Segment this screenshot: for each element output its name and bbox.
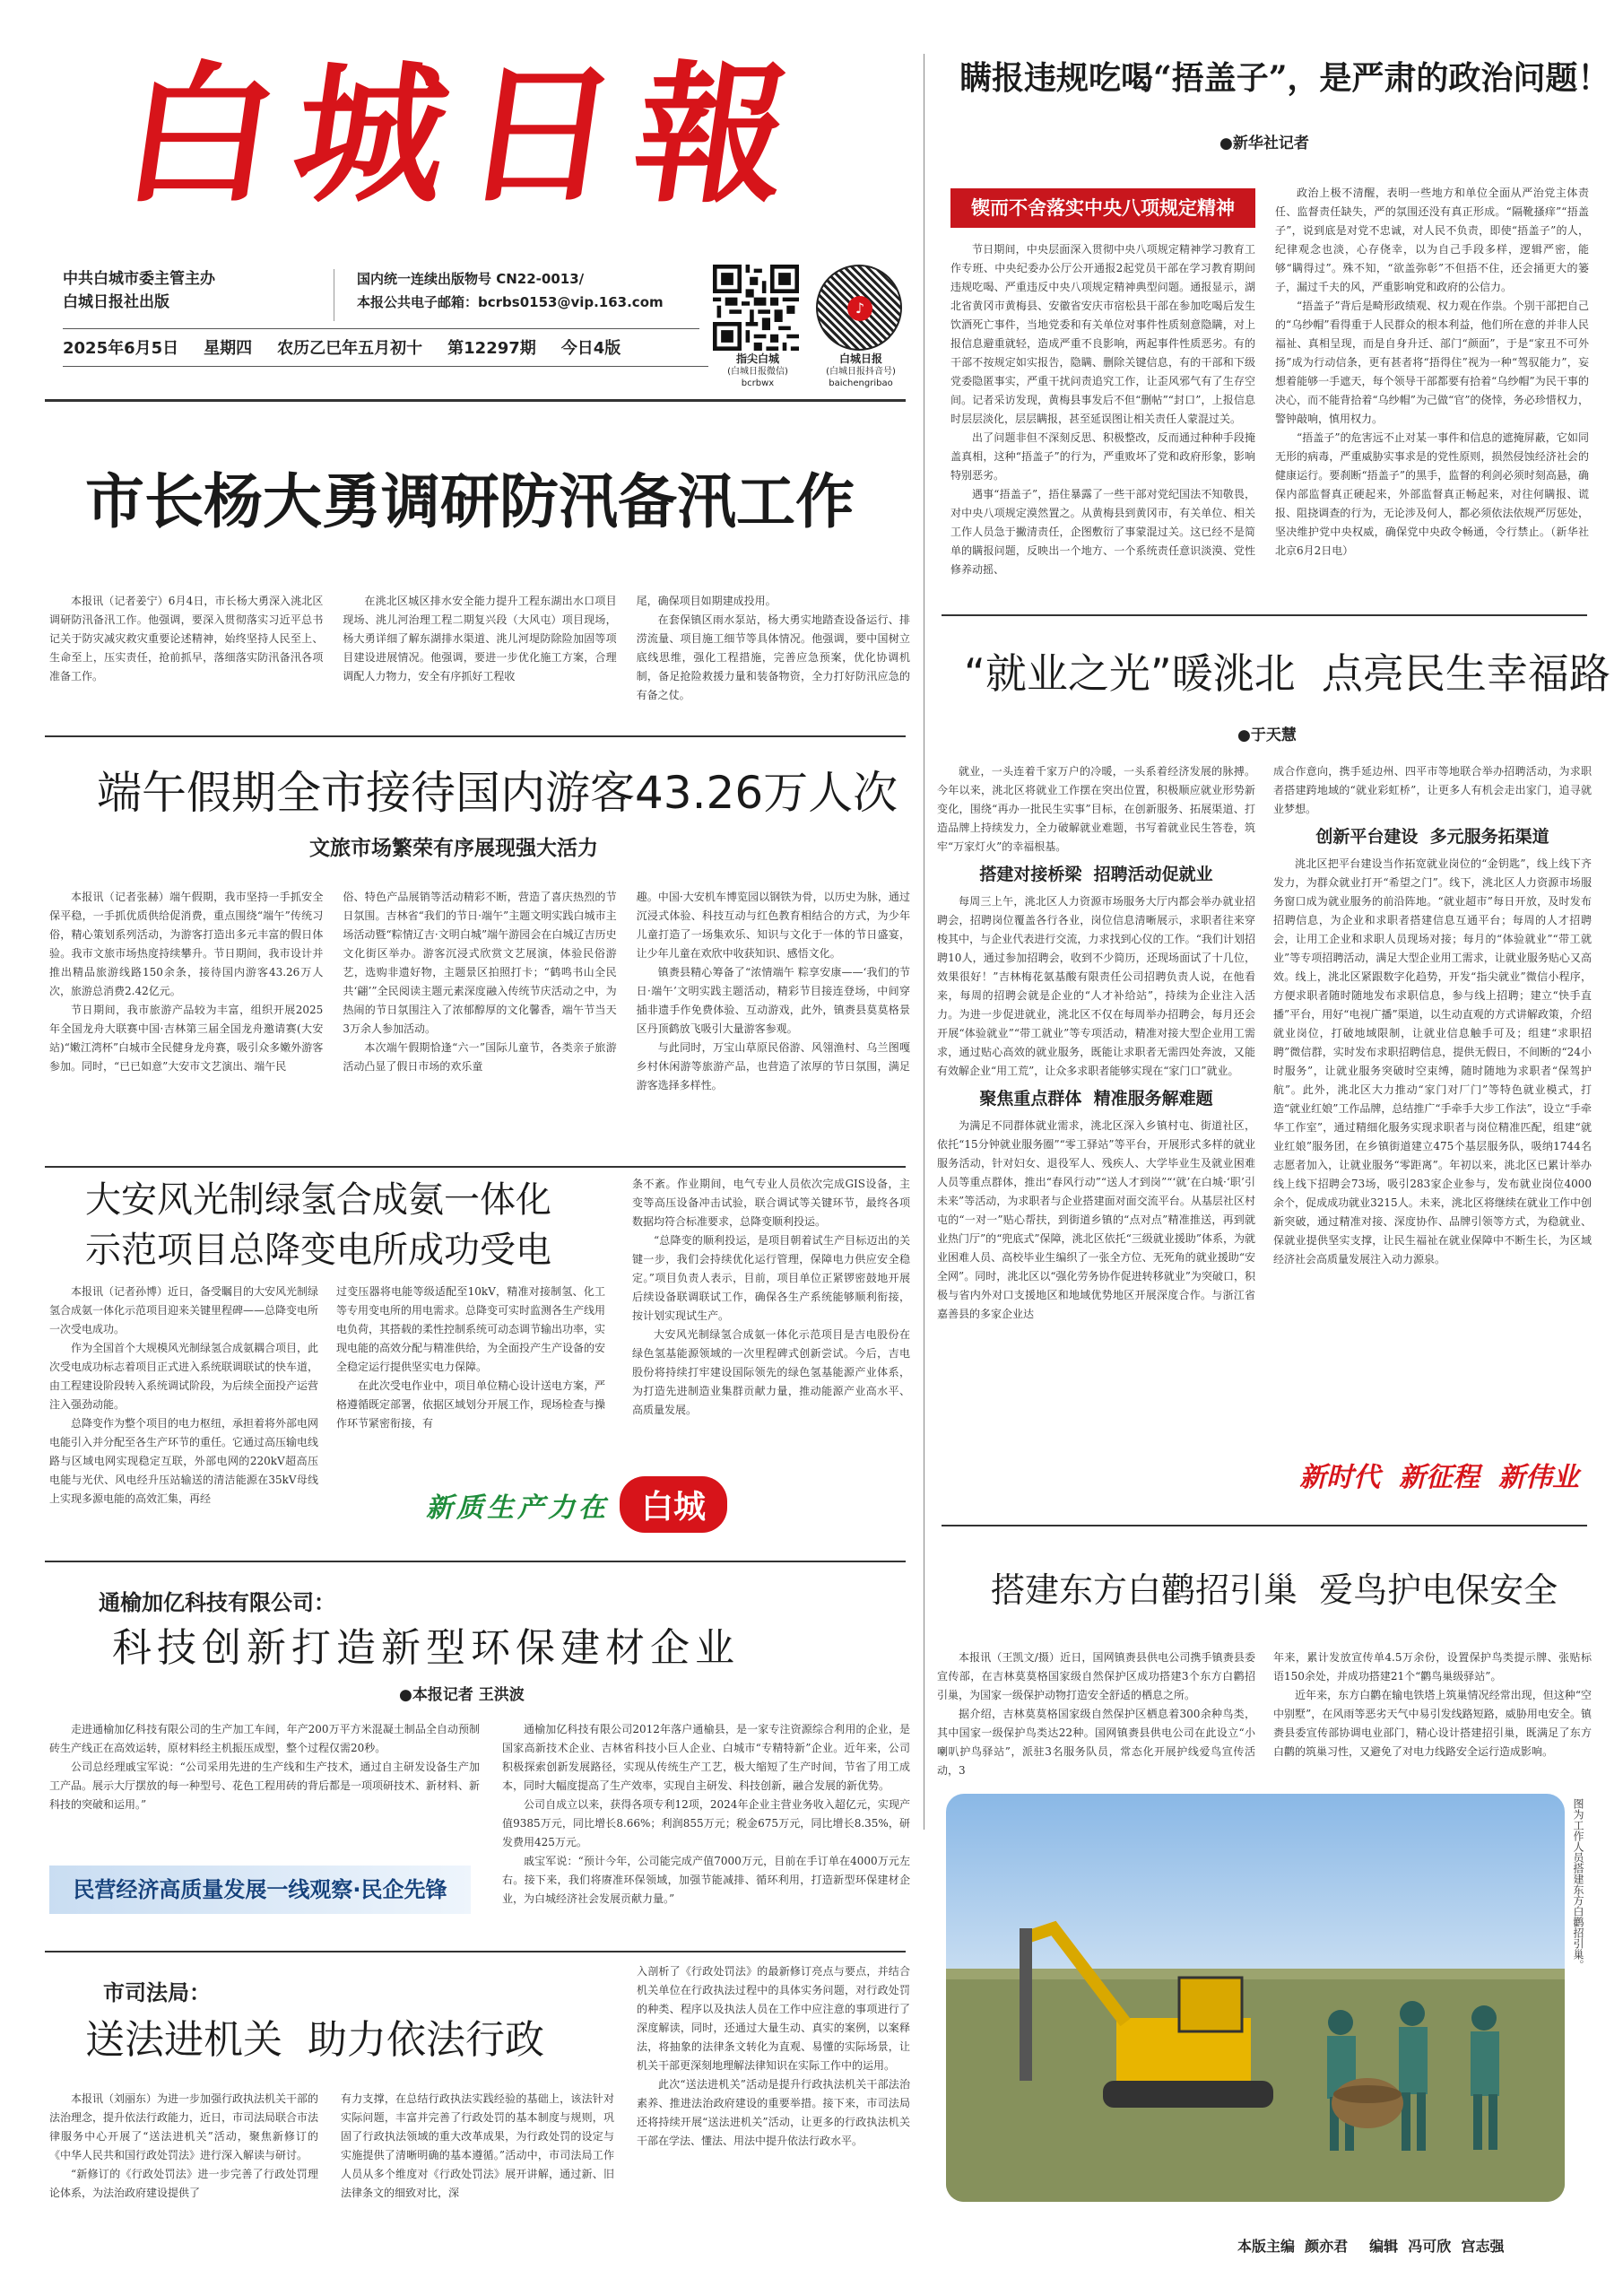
public-email: 本报公共电子邮箱：bcrbs0153@vip.163.com bbox=[357, 294, 664, 310]
cover-up-para-3: 遇事“捂盖子”，捂住暴露了一些干部对党纪国法不知敬畏，对中央八项规定漠然置之。从黄梅县到黄冈市，有关单位、相关工作人员急于撇清责任，企图敷衍了事蒙混过关。这已经不是简单的瞒报问题，反映出一个地方、一个系统责任意识淡漠、党性修养动摇、 bbox=[950, 488, 1255, 576]
new-quality-banner bbox=[426, 1471, 910, 1538]
jobs-section-2-title: 聚焦重点群体 精准服务解难题 bbox=[979, 1089, 1213, 1109]
law-col-3 bbox=[637, 1962, 910, 2260]
new-era-slogan: 新时代 新征程 新伟业 bbox=[1299, 1462, 1579, 1493]
issue-lunar-date: 农历乙巳年五月初十 bbox=[277, 339, 423, 358]
cover-up-para-1: 节日期间，中央层面深入贯彻中央八项规定精神学习教育工作专班、中央纪委办公厅公开通报2起党员干部在学习教育期间违规吃喝、严重违反中央八项规定精神典型问题。通报显示，湖北省黄冈市黄梅县、安徽省安庆市宿松县干部在参加吃喝后发生饮酒死亡事件，当地党委和有关单位对事件性质刻意隐瞒，对上报信息避重就轻，造成严重不良影响，两起事件性质恶劣。有的干部不按规定如实报告，隐瞒、删除关键信息，有的干部和下级党委隐匿事实，严重干扰问责追究工作，让歪风邪气有了生存空间。记者采访发现，黄梅县事发后不但“删帖”“封口”，上报信息时层层淡化，层层瞒报，甚至延误图让相关责任人蒙混过关。 bbox=[950, 243, 1255, 425]
jobs-section-2-body: 为满足不同群体就业需求，洮北区深入乡镇村屯、街道社区，依托“15分钟就业服务圈”“零工驿站”等平台，开展形式多样的就业服务活动，针对妇女、退役军人、残疾人、大学毕业生及就业困难人员等重点群体，推出“春风行动”“送人才到岗”“‘就’在白城·‘职’引未来”等活动，为求职者与企业搭建面对面交流平台。从基层社区村屯的“一对一”贴心帮扶，到街道乡镇的“点对点”精准推送，再到就业热门厅”的“兜底式”保障，洮北区依托“三级就业援助”体系，为就业困难人员、高校毕业生编织了一张全方位、无死角的就业援助“安全网”。同时，洮北区以“强化劳务协作促进转移就业”为突破口，积极与省内外对口支援地区和地域优势地区开展深度合作。与浙江省嘉善县的多家企业达 bbox=[937, 1119, 1255, 1320]
masthead-rule-top bbox=[63, 328, 699, 329]
tongyu-headline: 科技创新打造新型环保建材企业 bbox=[112, 1625, 740, 1671]
tourism-body bbox=[49, 888, 910, 1161]
law-headline: 送法进机关 助力依法行政 bbox=[85, 2017, 544, 2063]
divider-above-tongyu bbox=[45, 1561, 906, 1562]
law-para-1: 本报讯（刘丽东）为进一步加强行政执法机关干部的法治理念，提升依法行政能力，近日，市司法局联合市法律服务中心开展了“送法进机关”活动，聚焦新修订的《中华人民共和国行政处罚法》进行深入解读与研讨。 bbox=[49, 2092, 318, 2161]
tourism-subtitle: 文旅市场繁荣有序展现强大活力 bbox=[309, 836, 598, 860]
douyin-qr-subcaption: (白城日报抖音号) bbox=[826, 367, 896, 377]
tongyu-byline: ●本报记者 王洪波 bbox=[399, 1686, 525, 1704]
tourism-para-3: 俗、特色产品展销等活动精彩不断，营造了喜庆热烈的节日氛围。吉林省“我们的节日·端午”主题文明实践白城市主场活动暨“粽情辽吉·文明白城”端午游园会在白城辽吉历史文化街区举办。游客沉浸式欣赏文艺展演，体验民俗游艺，选购非遗好物，主题景区拍照打卡；“鹤鸣书山全民共‘翩’”全民阅读主题元素深度融入传统节庆活动之中，为热闹的节日氛围注入了浓郁醇厚的文化馨香，端午节当天3万余人参加活动。 bbox=[343, 891, 617, 1035]
tongyu-para-1: 走进通榆加亿科技有限公司的生产加工车间，年产200万平方米混凝土制品全自动预制砖生产线正在高效运转，原材料经主机振压成型，整个过程仅需20秒。 bbox=[49, 1723, 480, 1754]
divider-above-crane bbox=[942, 1525, 1587, 1526]
mayor-body bbox=[49, 592, 910, 709]
cover-up-title: 瞒报违规吃喝“捂盖子”，是严肃的政治问题！ bbox=[959, 59, 1610, 97]
issue-number: 第12297期 bbox=[447, 339, 536, 358]
hydrogen-title-line-1: 大安风光制绿氢合成氨一体化 bbox=[85, 1179, 551, 1221]
hydrogen-para-4: 过变压器将电能等级适配至10kV，精准对接制氢、化工等专用变电所的用电需求。总降变可实时监测各生产线用电负荷，其搭载的柔性控制系统可动态调节输出功率，实现电能的高效分配与精准供给，为全面投产生产设备的安全稳定运行提供坚实电力保障。 bbox=[336, 1285, 605, 1373]
douyin-qr-code bbox=[816, 265, 902, 351]
jobs-headline: “就业之光”暖洮北 点亮民生幸福路 bbox=[964, 649, 1610, 698]
douyin-logo-icon: ♪ bbox=[847, 296, 872, 321]
masthead-sponsor-box bbox=[63, 267, 323, 321]
tongyu-para-3: 通榆加亿科技有限公司2012年落户通榆县，是一家专注资源综合利用的企业，是国家高新技术企业、吉林省科技小巨人企业、白城市“专精特新”企业。近年来，公司积极探索创新发展路径，实现从传统生产工艺，极大缩短了生产时间，节省了用工成本，同时大幅度提高了生产效率，实现自主研发、科技创新，融合发展的新优势。 bbox=[502, 1723, 910, 1792]
masthead-publication-info bbox=[357, 267, 698, 314]
tourism-headline: 端午假期全市接待国内游客43.26万人次 bbox=[97, 767, 898, 819]
hydrogen-para-1: 本报讯（记者孙博）近日，备受瞩目的大安风光制绿氢合成氨一体化示范项目迎来关键里程碑——总降变电所一次受电成功。 bbox=[49, 1285, 318, 1335]
law-para-2: “新修订的《行政处罚法》进一步完善了行政处罚理论体系，为法治政府建设提供了 bbox=[49, 2168, 318, 2199]
mayor-col-3-para-2: 在套保镇区雨水泵站，杨大勇实地踏查设备运行、排涝流量、项目施工细节等具体情况。他强调，要中国树立底线思维，强化工程措施，完善应急预案，优化协调机制，备足抢险救援力量和装备物资，全力打好防汛应急的有备之仗。 bbox=[636, 613, 910, 701]
jobs-section-3-body: 洮北区把平台建设当作拓宽就业岗位的“金钥匙”，线上线下齐发力，为群众就业打开“希望之门”。线下，洮北区人力资源市场服务窗口成为就业服务的前沿阵地。“就业超市”每日开放，及时发布招聘信息，为企业和求职者搭建信息互通平台；每周的人才招聘会，让用工企业和求职人员现场对接；每月的“体验就业”“带工就业”等专项招聘活动，满足大型企业用工需求，让就业服务贴心又高效。线上，洮北区紧跟数字化趋势，开发“指尖就业”微信小程序，方便求职者随时随地发布求职信息，参与线上招聘；建立“快手直播”平台，用好“电视广播”渠道，以生动直观的方式讲解政策，介绍就业岗位，打破地域限制，让就业信息触手可及；组建“求职招聘”微信群，实时发布求职招聘信息，提供无假日，不间断的“24小时服务”，让就业服务突破时空束缚，随时随地为求职者“保驾护航”。此外，洮北区大力推动“家门对厂门”等特色就业模式，打造“就业红娘”工作品牌，总结推广“手牵手大步工作法”，设立“手牵华工作室”，通过精细化服务实现求职者与岗位精准匹配，组建“就业红娘”服务团，在乡镇街道建立475个基层服务队，吸纳1744名志愿者加入，让就业服务“零距离”。年初以来，洮北区已累计举办线上线下招聘会73场，吸引283家企业参与，发布就业岗位4000余个，促成成功就业3215人。未来，洮北区将继续在就业工作中创新突破，通过精准对接、深度协作、品牌引领等方式，为稳就业、保就业提供坚实支撑，让民生福祉在就业保障中不断生长，为区域经济社会高质量发展注入动力源泉。 bbox=[1273, 857, 1592, 1265]
new-quality-banner-logo: 白城 bbox=[620, 1476, 727, 1533]
hydrogen-col-1 bbox=[49, 1283, 318, 1543]
cn-number: 国内统一连续出版物号 CN22-0013/ bbox=[357, 271, 585, 287]
masthead-logo bbox=[113, 46, 825, 223]
hydrogen-headline bbox=[85, 1175, 587, 1275]
tourism-para-7: 与此同时，万宝山草原民俗游、风翎渔村、乌兰图嘎乡村休闲游等旅游产品，也营造了浓厚的节日氛围，满足游客选择多样性。 bbox=[636, 1041, 910, 1091]
law-para-5: 此次“送法进机关”活动是提升行政执法机关干部法治素养、推进法治政府建设的重要举措。接下来，市司法局还将持续开展“送法进机关”活动，让更多的行政执法机关干部在学法、懂法、用法中提升依法行政水平。 bbox=[637, 2078, 910, 2147]
cover-up-byline: ●新华社记者 bbox=[1219, 135, 1309, 152]
footer-layout-editors: 编辑 冯可欣 宫志强 bbox=[1369, 2238, 1505, 2255]
tongyu-col-1 bbox=[49, 1720, 480, 1855]
tongyu-kicker: 通榆加亿科技有限公司： bbox=[99, 1589, 335, 1615]
tongyu-para-5: 戚宝军说：“预计今年，公司能完成产值7000万元，目前在手订单在4000万元左右。接下来，我们将赓准环保领域，加强节能减排、循环利用，打造新型环保建材企业，为白城经济社会发展贡献力量。” bbox=[502, 1855, 910, 1905]
crane-photo-caption: 图为工作人员搭建东方白鹳招引巢。 bbox=[1572, 1798, 1584, 1970]
sponsor-line-1: 中共白城市委主管主办 bbox=[63, 270, 215, 288]
hydrogen-para-8: 大安风光制绿氢合成氨一体化示范项目是吉电股份在绿色氢基能源领域的一次里程碑式创新尝试。今后，吉电股份将持续打牢建设国际领先的绿色氢基能源产业体系，为打造先进制造业集群贡献力量，推动能源产业高水平、高质量发展。 bbox=[632, 1328, 910, 1416]
law-para-4: 入剖析了《行政处罚法》的最新修订亮点与要点，并结合机关单位在行政执法过程中的具体实务问题，对行政处罚的种类、程序以及执法人员在工作中应注意的事项进行了深度解读，同时，还通过大量生动、真实的案例，以案释法，将抽象的法律条文转化为直观、易懂的实际场景，让机关干部更深刻地理解法律知识在实际工作中的运用。 bbox=[637, 1965, 910, 2072]
tourism-col-1 bbox=[49, 888, 323, 1161]
mayor-col-3 bbox=[637, 592, 910, 709]
page-footer bbox=[1237, 2233, 1596, 2260]
hydrogen-para-6: 条不紊。作业期间，电气专业人员依次完成GIS设备，主变等高压设备冲击试验，联合调试等关键环节，最终各项数据均符合标准要求，总降变顺利投运。 bbox=[632, 1178, 910, 1228]
issue-weekday: 星期四 bbox=[204, 339, 253, 358]
hydrogen-para-5: 在此次受电作业中，项目单位精心设计送电方案，严格遵循既定部署，依据区域划分开展工作，现场检查与操作环节紧密衔接，有 bbox=[336, 1379, 605, 1430]
tourism-para-2: 节日期间，我市旅游产品较为丰富，组织开展2025年全国龙舟大联赛中国·吉林第三届全国龙舟邀请赛(大安站)“嫩江湾杯”白城市全民健身龙舟赛，吸引众多嫩外游客参加。同时，“已已如意”大安市文艺演出、端午民 bbox=[49, 1004, 324, 1073]
issue-page-count: 今日4版 bbox=[560, 339, 621, 358]
sponsor-line-2: 白城日报社出版 bbox=[63, 293, 169, 311]
hydrogen-para-7: “总降变的顺利投运，是项目朝着试生产目标迈出的关键一步，我们会持续优化运行管理，保障电力供应安全稳定。”项目负责人表示，目前，项目单位正紧锣密鼓地开展后续设备联调联试工作，确保各生产系统能够顺利衔接，按计划实现试生产。 bbox=[632, 1234, 910, 1322]
tourism-para-5: 趣。中国·大安机车博览园以钢铁为骨，以历史为脉，通过沉浸式体验、科技互动与红色教育相结合的方式，为少年儿童打造了一场集欢乐、知识与文化于一体的节日盛宴，让少年儿童在欢欣中收获知识、感悟文化。 bbox=[636, 891, 910, 960]
hydrogen-para-2: 作为全国首个大规模风光制绿氢合成氨耦合项目，此次受电成功标志着项目正式进入系统联调联试的快车道，由工程建设阶段转入系统调试阶段，为后续全面投产运营注入强劲动能。 bbox=[49, 1342, 318, 1411]
hydrogen-col-2 bbox=[336, 1283, 605, 1457]
date-bar bbox=[63, 335, 708, 363]
divider-above-law bbox=[45, 1951, 906, 1952]
discipline-tag: 锲而不舍落实中央八项规定精神 bbox=[950, 188, 1255, 228]
mayor-col-3-para-1: 尾，确保项目如期建成投用。 bbox=[636, 595, 777, 607]
tourism-col-2 bbox=[343, 888, 616, 1161]
douyin-qr-id: baichengribao bbox=[829, 378, 893, 388]
wechat-qr-subcaption: (白城日报微信) bbox=[727, 367, 788, 377]
divider-above-mayor bbox=[45, 399, 906, 402]
mayor-headline: 市长杨大勇调研防汛备汛工作 bbox=[85, 467, 855, 536]
crane-photo-illustration bbox=[946, 1794, 1565, 2202]
tourism-col-3 bbox=[637, 888, 910, 1161]
crane-para-4: 近年来，东方白鹳在输电铁塔上筑巢情况经常出现，但这种“空中别墅”，在风雨等恶劣天气中易引发线路短路，威胁用电安全。镇赉县委宣传部协调电业部门，精心设计搭建招引巢，既满足了东方白鹳的筑巢习性，又避免了对电力线路安全运行造成影响。 bbox=[1273, 1689, 1592, 1758]
jobs-section-1-body: 每周三上午，洮北区人力资源市场服务大厅内都会举办就业招聘会，招聘岗位覆盖各行各业，岗位信息清晰展示，求职者往来穿梭其中，与企业代表进行交流，力求找到心仪的工作。“我们计划招聘10人，通过参加招聘会，收到不少简历，还现场面试了十几位，效果很好！”吉林梅花氨基酸有限责任公司招聘负责人说，在他看来，每周的招聘会就是企业的“人才补给站”，持续为企业注入活力。为进一步促进就业，洮北区不仅在每周举办招聘会，每月还会开展“体验就业”“带工就业”等专项活动，精准对接大型企业用工需求，通过贴心高效的就业服务，既能让求职者无需四处奔波，又能有效解企业“用工荒”，让众多求职者能够实现在“家门口”就业。 bbox=[937, 895, 1255, 1077]
law-para-3: 有力支撑，在总结行政执法实践经验的基础上，该法针对实际问题，丰富并完善了行政处罚的基本制度与规则，巩固了行政执法领域的重大改革成果，为行政处罚的设定与实施提供了清晰明确的基本遵循。”活动中，市司法局工作人员从多个维度对《行政处罚法》展开讲解，通过新、旧法律条文的细致对比，深 bbox=[341, 2092, 614, 2199]
wechat-qr-caption: 指尖白城 bbox=[735, 352, 779, 365]
douyin-qr-caption: 白城日报 bbox=[838, 352, 882, 365]
divider-above-hydrogen bbox=[45, 1166, 906, 1168]
mayor-col-2: 在洮北区城区排水安全能力提升工程东湖出水口项目现场、洮儿河治理工程二期复兴段（大风屯）项目现场，杨大勇详细了解东湖排水渠道、洮儿河堤防除险加固等项目建设进展情况。他强调，要进一步优化施工方案，合理调配人力物力，安全有序抓好工程收 bbox=[343, 595, 617, 683]
wechat-qr-block bbox=[713, 265, 803, 389]
wechat-qr-id: bcrbwx bbox=[741, 378, 775, 388]
jobs-col-2 bbox=[1273, 762, 1592, 1453]
tourism-para-4: 本次端午假期恰逢“六一”国际儿童节，各类亲子旅游活动凸显了假日市场的欢乐童 bbox=[343, 1041, 617, 1073]
jobs-section-3-lead: 成合作意向，携手延边州、四平市等地联合举办招聘活动，为求职者搭建跨地域的“就业彩虹桥”，让更多人有机会走出家门，追寻就业梦想。 bbox=[1273, 765, 1592, 815]
cover-up-para-6: “捂盖子”的危害远不止对某一事件和信息的遮掩屏蔽，它如同无形的病毒，严重威胁实事求是的党性原则，损然侵蚀经济社会的健康运行。要刹断“捂盖子”的黑手，监督的利剑必须时刻高悬，确保内部监督真正硬起来，外部监督真正畅起来，对往何瞒报、谎报、阻挠调查的行为，无论涉及何人，都必须依法依规严厉惩处，坚决维护党中央权威，确保党中央政令畅通，令行禁止。（新华社北京6月2日电） bbox=[1275, 431, 1589, 557]
cover-up-para-5: “捂盖子”背后是畸形政绩观、权力观在作祟。个别干部把自己的“乌纱帽”看得重于人民群众的根本利益，他们所在意的并非人民福祉、真相呈现，而是自身升迁、部门“颜面”，于是“家丑不可外扬”成为行动信条，更有甚者将“捂得住”视为一种“驾驭能力”，妄想着能够一手遮天，每个领导干部都要有拾着“乌纱帽”为民干事的决心，而不能背拾着“乌纱帽”为己做“官”的侥悻，务必珍惜权力，警钟敲响，慎用权力。 bbox=[1275, 300, 1589, 425]
cover-up-para-2: 出了问题非但不深刻反思、积极整改，反而通过种种手段掩盖真相，这种“捂盖子”的行为，严重败坏了党和政府形象，影响特别恶劣。 bbox=[950, 431, 1255, 482]
crane-para-3: 年来，累计发放宣传单4.5万余份，设置保护鸟类提示牌、张贴标语150余处，并成功搭建21个“鹳鸟巢级驿站”。 bbox=[1273, 1651, 1592, 1683]
tongyu-para-4: 公司自成立以来，获得各项专利12项，2024年企业主营业务收入超亿元，实现产值9385万元，同比增长8.66%；利润855万元；税金675万元，同比增长8.35%，研发费用425万元。 bbox=[502, 1798, 910, 1848]
issue-date: 2025年6月5日 bbox=[63, 339, 179, 358]
cover-up-para-4: 政治上极不清醒，表明一些地方和单位全面从严治党主体责任、监督责任缺失，严的氛围还没有真正形成。“隔靴搔痒”“捂盖子”，说到底是对党不忠诚，对人民不负责，即使“捂盖子”的人，纪律观念也淡，心存侥幸，以为自己手段多样，逻辑严密，能够“瞒得过”。殊不知，“欲盖弥彰”不但捂不住，还会捅更大的篓子，漏过千夫的风，严重影响党和政府的公信力。 bbox=[1275, 187, 1589, 293]
crane-para-1: 本报讯（王凯文/摄）近日，国网镇赉县供电公司携手镇赉县委宣传部，在吉林莫莫格国家级自然保护区成功搭建3个东方白鹳招引巢，为国家一级保护动物打造安全舒适的栖息之所。 bbox=[937, 1651, 1255, 1701]
jobs-col-1 bbox=[937, 762, 1255, 1507]
mayor-col-1: 本报讯（记者姜宁）6月4日，市长杨大勇深入洮北区调研防汛备汛工作。他强调，要深入贯彻落实习近平总书记关于防灾减灾救灾重要论述精神，始终坚持人民至上、生命至上，压实责任，抢前抓早，落细落实防汛备汛各项准备工作。 bbox=[49, 595, 324, 683]
jobs-byline: ●于天慧 bbox=[1237, 726, 1297, 744]
headline-cover-up bbox=[959, 56, 1610, 100]
private-economy-banner: 民营经济高质量发展一线观察·民企先锋 bbox=[49, 1866, 471, 1914]
crane-col-1 bbox=[937, 1648, 1255, 1783]
tourism-para-1: 本报讯（记者张赫）端午假期，我市坚持一手抓安全保平稳，一手抓优质供给促消费，重点围绕“端午”传统习俗，精心策划系列活动，为游客打造出多元丰富的假日体验。我市文旅市场热度持续攀升。节日期间，我市设计并推出精品旅游线路150余条，接待国内游客43.26万人次，旅游总消费2.42亿元。 bbox=[49, 891, 324, 997]
nest-icon bbox=[1332, 2078, 1403, 2128]
jobs-section-3-title: 创新平台建设 多元服务拓渠道 bbox=[1315, 827, 1549, 847]
wechat-qr-code bbox=[713, 265, 799, 351]
law-kicker: 市司法局： bbox=[103, 1979, 211, 2005]
masthead-logo-text: 白城日報 bbox=[113, 46, 820, 223]
tongyu-col-2 bbox=[502, 1720, 910, 1935]
jobs-section-1-title: 搭建对接桥梁 招聘活动促就业 bbox=[979, 865, 1213, 884]
law-col-1 bbox=[49, 2090, 318, 2260]
hydrogen-col-3 bbox=[632, 1175, 910, 1457]
divider-above-jobs bbox=[942, 614, 1587, 616]
jobs-intro: 就业，一头连着千家万户的冷暖，一头系着经济发展的脉搏。今年以来，洮北区将就业工作摆在突出位置，积极顺应就业形势新变化，围绕“再办一批民生实事”目标，在创新服务、拓展渠道、打造品牌上持续发力，全力破解就业难题，书写着就业民生答卷，筑牢“万家灯火”的幸福根基。 bbox=[937, 765, 1255, 853]
tourism-para-6: 镇赉县精心筹备了“浓情端午 粽享安康——‘我们的节日·端午’文明实践主题活动，精彩节目接连登场，中间穿插非遗手作免费体验、互动游戏，此外，镇赉县莫莫格景区丹顶鹤放飞吸引大量游客参观。 bbox=[636, 966, 910, 1035]
crane-col-2 bbox=[1273, 1648, 1592, 1783]
hydrogen-para-3: 总降变作为整个项目的电力枢纽，承担着将外部电网电能引入并分配至各生产环节的重任。它通过高压输电线路与区域电网实现稳定互联，外部电网的220kV超高压电能与光伏、风电经升压站输送的清洁能源在35kV母线上实现多源电能的高效汇集，再经 bbox=[49, 1417, 318, 1505]
tongyu-para-2: 公司总经理戚宝军说：“公司采用先进的生产线和生产技术，通过自主研发设备生产加工产品。展示大厅摆放的每一种型号、花色工程用砖的背后都是一项项研技术、新材料、新科技的突破和运用。” bbox=[49, 1761, 480, 1811]
new-quality-banner-text: 新质生产力在 bbox=[426, 1492, 609, 1524]
law-col-2 bbox=[341, 2090, 614, 2260]
crane-headline: 搭建东方白鹳招引巢 爱鸟护电保安全 bbox=[991, 1570, 1558, 1610]
douyin-qr-block bbox=[816, 265, 906, 389]
footer-editor: 本版主编 颜亦君 bbox=[1237, 2238, 1349, 2255]
crane-photo bbox=[946, 1794, 1565, 2202]
divider-above-tourism bbox=[45, 735, 906, 737]
crane-para-2: 据介绍，吉林莫莫格国家级自然保护区栖息着300余种鸟类，其中国家一级保护鸟类达22种。国网镇赉县供电公司在此设立“小喇叭护鸟驿站”，派驻3名服务队员，常态化开展护线爱鸟宣传活动，3 bbox=[937, 1708, 1255, 1777]
masthead-rule-bottom bbox=[63, 366, 708, 367]
hydrogen-title-line-2: 示范项目总降变电所成功受电 bbox=[85, 1230, 551, 1271]
